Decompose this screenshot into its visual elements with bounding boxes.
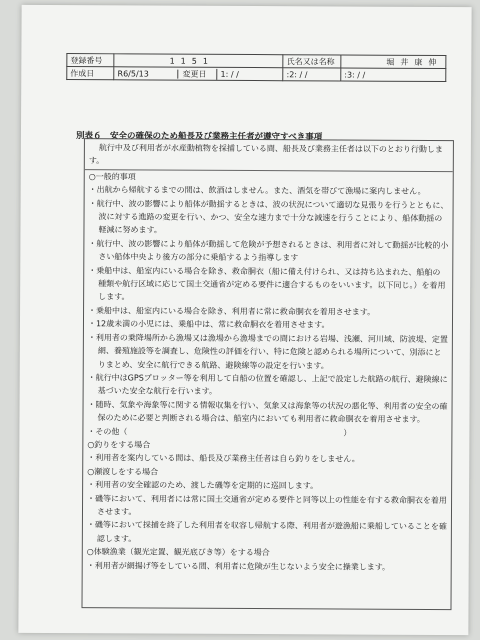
change-date-1: 1: / / [220, 69, 239, 79]
changed-label: 変更日 [178, 68, 217, 79]
list-item: ・航行中はGPSプロッター等を利用して自船の位置を確認し、上記で設定した航路の航行、避険線に基づいた安全な航行を行います。 [87, 373, 448, 397]
created-cell [114, 67, 283, 81]
section-title: 別表６ 安全の確保のため船長及び業務主任者が遵守すべき事項 [75, 131, 323, 143]
list-item: ・12歳未満の小児には、乗船中は、常に救命胴衣を着用させます。 [87, 319, 330, 330]
document-page [18, 5, 471, 635]
name-value: 堀井康伸 [341, 55, 446, 69]
list-item: ・利用者を案内している間は、船長及び業務主任者は自ら釣りをしません。 [87, 453, 360, 464]
intro-text: 航行中及び利用者が水産動植物を採捕している間、船長及び業務主任者は以下のとおり行動します。 [88, 143, 443, 166]
list-item: ・磯等において、利用者には常に国土交通省が定める要件と同等以上の性能を有する救命胴衣を着用させます。 [87, 493, 447, 517]
registration-table [66, 53, 446, 82]
list-item: ・その他（ ） [87, 426, 352, 438]
list-item: ・乗船中は、船室内にいる場合を除き、救命胴衣（船に備え付けられ、又は持ち込まれた、船舶の種類や航行区域に応じて国土交通省が定める要件に適合するものをいいます。以下同じ。）を着用します。 [88, 265, 446, 302]
rules-box [81, 138, 453, 610]
list-item: ・乗船中は、船室内にいる場合を除き、利用者に常に救命胴衣を着用させます。 [88, 306, 376, 317]
created-value: R6/5/13 [115, 69, 179, 78]
list-item: ・出航から帰航するまでの間は、飲酒はしません。また、酒気を帯びて漁場に案内しません。 [88, 185, 426, 197]
reg-no-value: 1151 [114, 54, 283, 68]
list-item: ・利用者が網揚げ等をしている間、利用者に危険が生じないよう安全に操業します。 [86, 560, 391, 572]
change-date-2: :2: / / [283, 68, 341, 81]
name-label: 氏名又は名称 [283, 55, 341, 68]
section-heading: ○釣りをする場合 [87, 440, 151, 450]
section-heading: ○一般的事項 [88, 171, 136, 182]
change-date-3: :3: / / [341, 68, 446, 82]
reg-no-label: 登録番号 [67, 54, 114, 67]
section-heading: ○体験漁業（観光定置、観光底びき等）をする場合 [86, 547, 270, 558]
list-item: ・磯等において採捕を終了した利用者を収容し帰航する際、利用者が遊漁船に乗船していることを確認します。 [86, 520, 447, 544]
list-item: ・航行中、波の影響により船体が動揺して危険が予想されるときは、利用者に対して動揺が比較的小さい船体中央より後方の部分に乗船するよう指導します [88, 239, 449, 263]
list-item: ・利用者の安全確認のため、渡した磯等を定期的に巡回します。 [87, 480, 319, 491]
list-item: ・利用者の乗降場所から漁場又は漁場から漁場までの間における岩場、浅瀬、河川域、防波堤、定置網、養殖施設等を調査し、危険性の評価を行い、特に危険と認められる場所について、別添にとりまとめ、安全に航行できる航路、避険線等の設定を行います。 [87, 332, 448, 370]
list-item: ・随時、気象や海象等に関する情報収集を行い、気象又は海象等の状況の悪化等、利用者の安全の確保のために必要と判断される場合は、船室内においても利用者に救命胴衣を着用させます。 [87, 399, 448, 425]
section-heading: ○瀬渡しをする場合 [87, 466, 159, 477]
created-label: 作成日 [67, 67, 114, 80]
list-item: ・航行中、波の影響により船体が動揺するときは、波の状況について適切な見張りを行うとともに、波に対する進路の変更を行い、かつ、安全な速力まで十分な減速を行うことにより、船体動揺の軽減に努めます。 [88, 198, 449, 236]
